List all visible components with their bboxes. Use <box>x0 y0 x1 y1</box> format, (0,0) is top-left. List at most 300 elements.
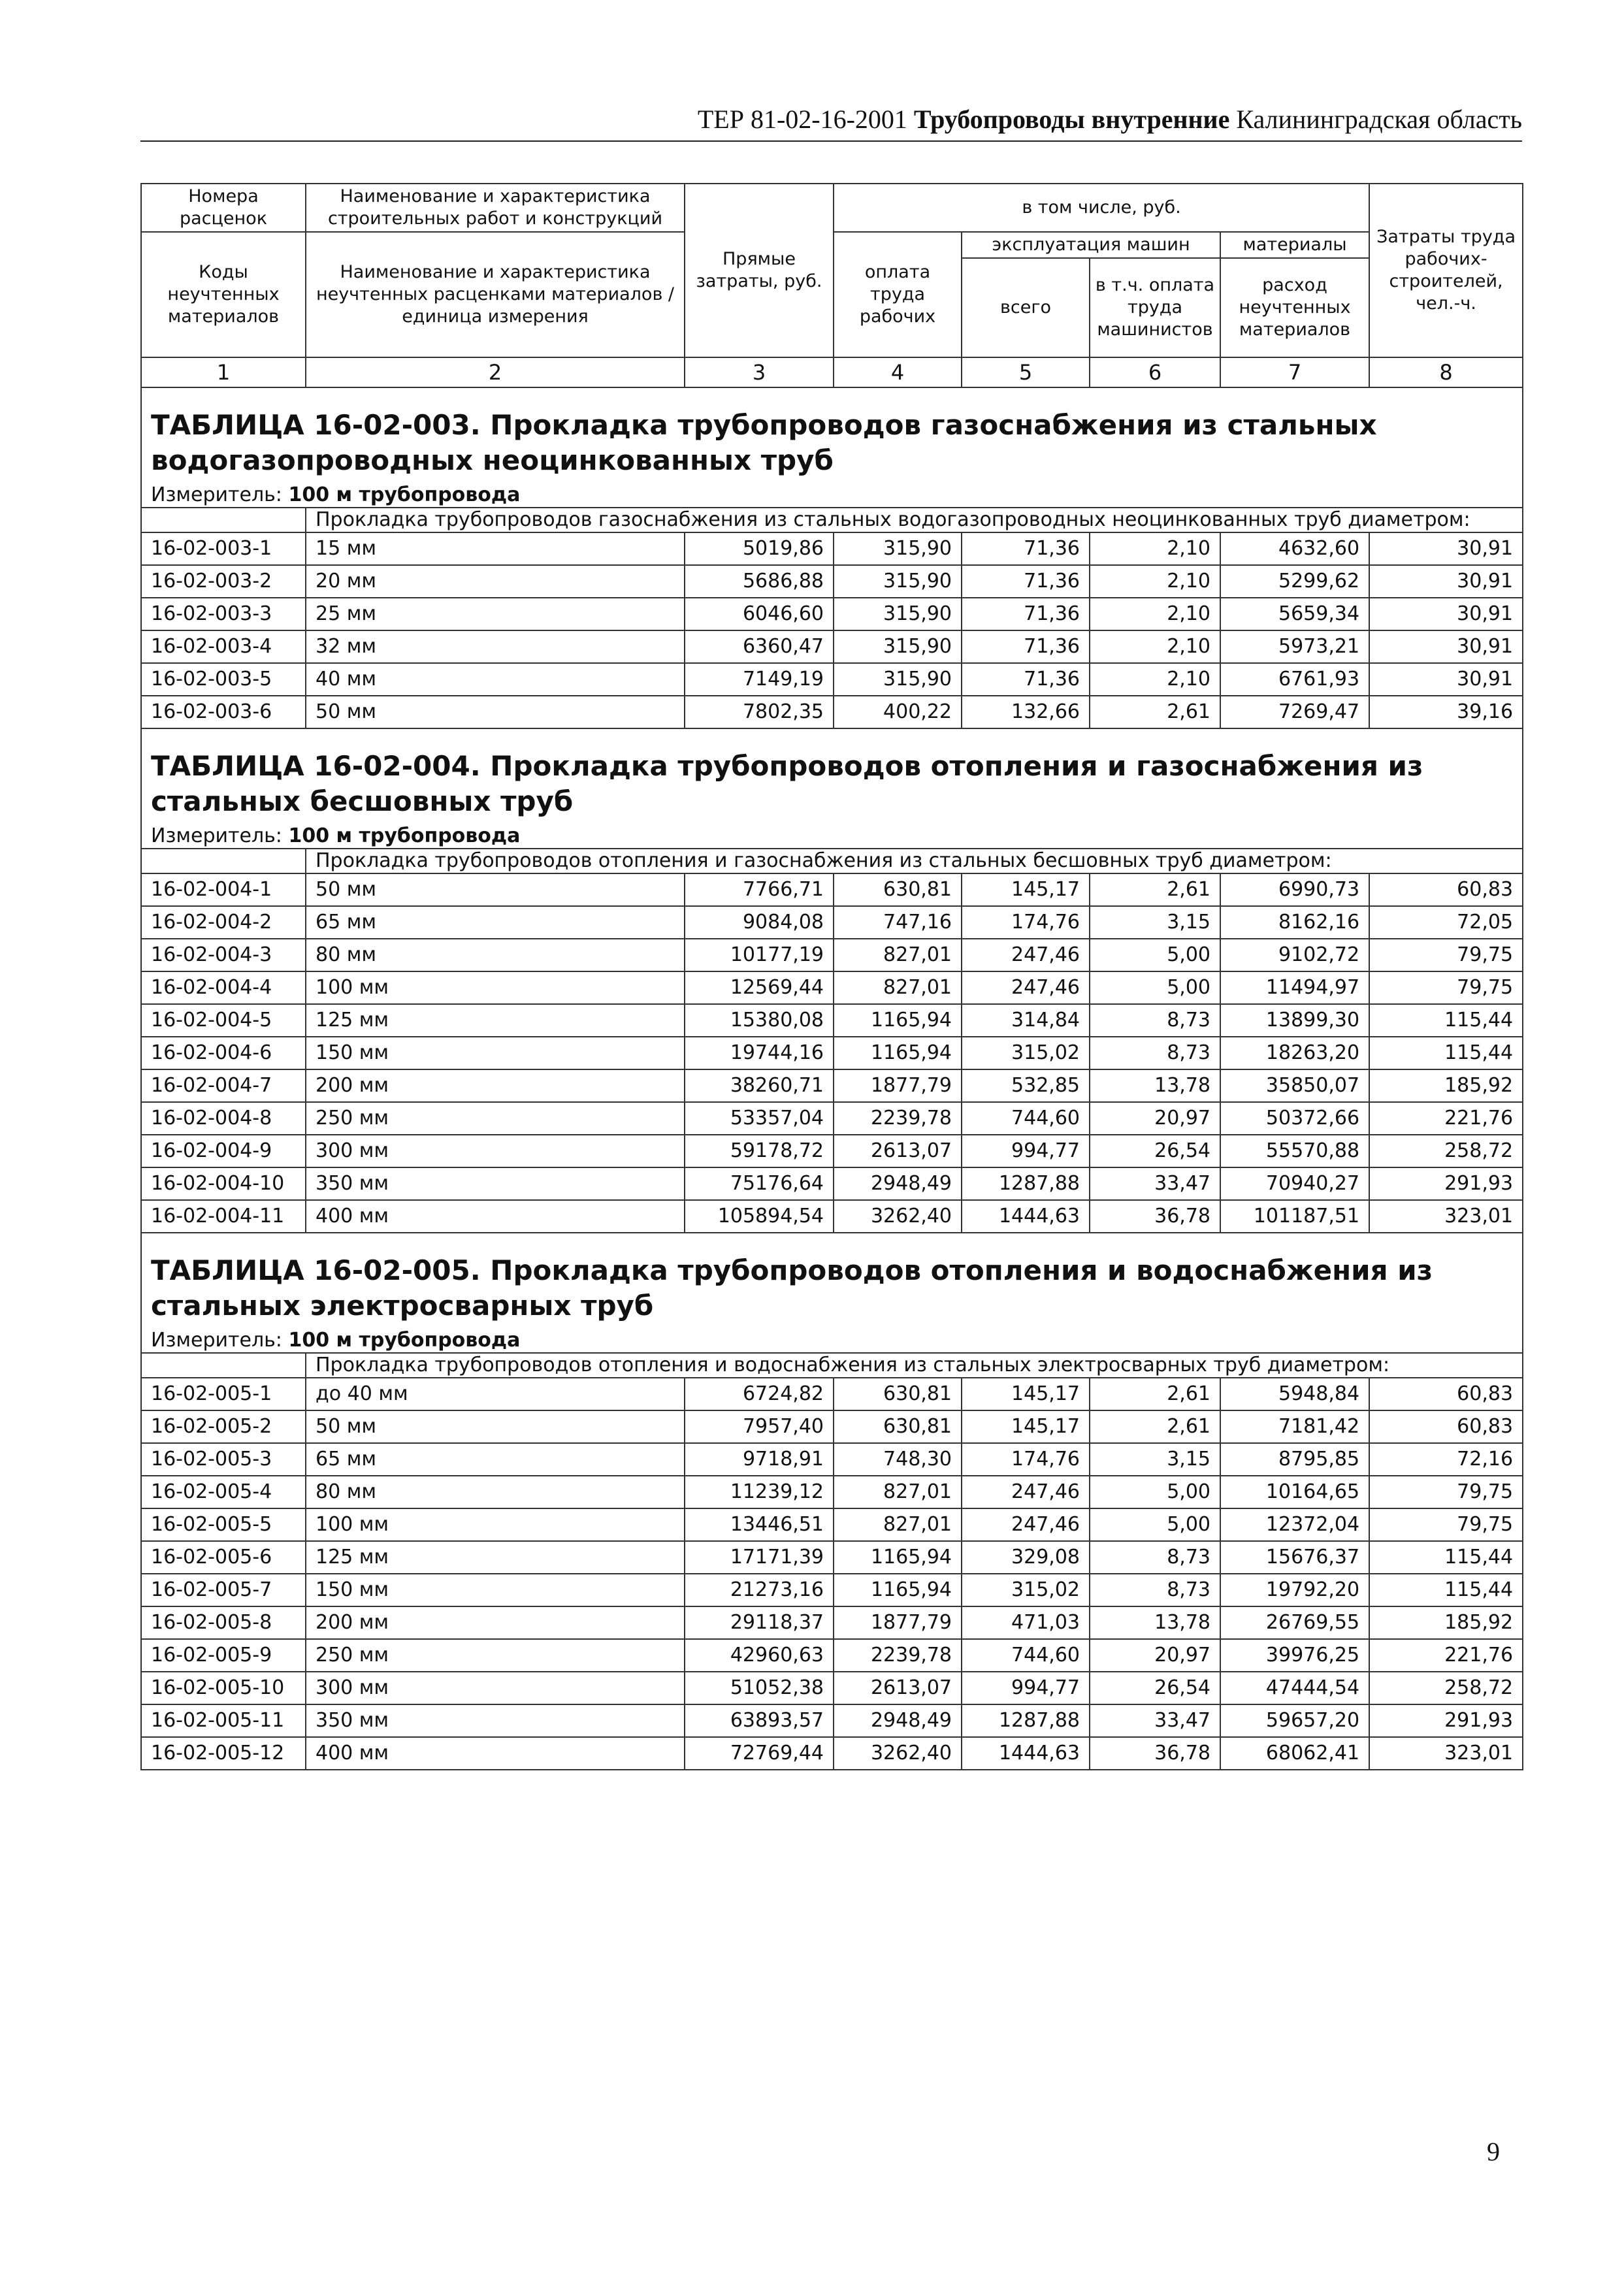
worker-pay: 3262,40 <box>834 1200 962 1233</box>
worker-pay: 2948,49 <box>834 1167 962 1200</box>
machines-total: 315,02 <box>962 1574 1090 1606</box>
pipe-diameter: 25 мм <box>306 598 685 630</box>
labor-costs: 185,92 <box>1369 1606 1523 1639</box>
section-title-row <box>141 387 1523 483</box>
operator-pay: 5,00 <box>1090 971 1220 1004</box>
direct-costs: 5019,86 <box>685 532 834 565</box>
labor-costs: 185,92 <box>1369 1069 1523 1102</box>
col-operator-pay: в т.ч. оплата труда машинистов <box>1090 258 1220 357</box>
description-row <box>141 849 1523 873</box>
table-row <box>141 1541 1523 1574</box>
header-code: ТЕР 81-02-16-2001 <box>697 105 907 134</box>
operator-pay: 5,00 <box>1090 1476 1220 1508</box>
rate-code: 16-02-004-3 <box>141 939 306 971</box>
col-number: 5 <box>962 357 1090 387</box>
pipe-diameter: 80 мм <box>306 939 685 971</box>
worker-pay: 630,81 <box>834 1378 962 1410</box>
page-number: 9 <box>1487 2137 1500 2166</box>
labor-costs: 79,75 <box>1369 1508 1523 1541</box>
operator-pay: 3,15 <box>1090 1443 1220 1476</box>
rate-code: 16-02-004-2 <box>141 906 306 939</box>
description-row <box>141 1353 1523 1378</box>
machines-total: 71,36 <box>962 663 1090 696</box>
material-consumption: 13899,30 <box>1220 1004 1369 1037</box>
worker-pay: 1165,94 <box>834 1004 962 1037</box>
price-table <box>140 183 1523 1770</box>
direct-costs: 7802,35 <box>685 696 834 728</box>
material-consumption: 68062,41 <box>1220 1737 1369 1770</box>
worker-pay: 2948,49 <box>834 1704 962 1737</box>
worker-pay: 748,30 <box>834 1443 962 1476</box>
operator-pay: 2,10 <box>1090 630 1220 663</box>
rate-code: 16-02-003-5 <box>141 663 306 696</box>
rate-code: 16-02-005-3 <box>141 1443 306 1476</box>
worker-pay: 1877,79 <box>834 1606 962 1639</box>
rate-code: 16-02-004-11 <box>141 1200 306 1233</box>
pipe-diameter: 400 мм <box>306 1200 685 1233</box>
direct-costs: 17171,39 <box>685 1541 834 1574</box>
material-consumption: 5299,62 <box>1220 565 1369 598</box>
operator-pay: 2,61 <box>1090 1378 1220 1410</box>
col-machines-total: всего <box>962 258 1090 357</box>
section-title: ТАБЛИЦА 16-02-003. Прокладка трубопроводов газоснабжения из стальных водогазопроводных неоцинкованных труб <box>151 409 1377 476</box>
worker-pay: 315,90 <box>834 565 962 598</box>
measure-row <box>141 824 1523 849</box>
worker-pay: 1877,79 <box>834 1069 962 1102</box>
machines-total: 329,08 <box>962 1541 1090 1574</box>
rate-code: 16-02-004-7 <box>141 1069 306 1102</box>
table-row <box>141 1443 1523 1476</box>
rate-code: 16-02-005-12 <box>141 1737 306 1770</box>
measure-value: 100 м трубопровода <box>288 1329 521 1352</box>
rate-code: 16-02-003-4 <box>141 630 306 663</box>
table-row <box>141 1574 1523 1606</box>
worker-pay: 3262,40 <box>834 1737 962 1770</box>
section-description: Прокладка трубопроводов отопления и водоснабжения из стальных электросварных труб диаметром: <box>306 1353 1523 1378</box>
worker-pay: 630,81 <box>834 1410 962 1443</box>
rate-code: 16-02-005-10 <box>141 1672 306 1704</box>
table-row <box>141 1004 1523 1037</box>
machines-total: 71,36 <box>962 630 1090 663</box>
col-materials: материалы <box>1220 232 1369 258</box>
measure-cell <box>141 1329 1523 1353</box>
machines-total: 71,36 <box>962 532 1090 565</box>
direct-costs: 11239,12 <box>685 1476 834 1508</box>
table-row <box>141 971 1523 1004</box>
operator-pay: 2,10 <box>1090 663 1220 696</box>
pipe-diameter: до 40 мм <box>306 1378 685 1410</box>
material-consumption: 70940,27 <box>1220 1167 1369 1200</box>
operator-pay: 36,78 <box>1090 1737 1220 1770</box>
measure-value: 100 м трубопровода <box>288 824 521 847</box>
labor-costs: 258,72 <box>1369 1672 1523 1704</box>
rate-code: 16-02-004-10 <box>141 1167 306 1200</box>
machines-total: 174,76 <box>962 1443 1090 1476</box>
table-row <box>141 1606 1523 1639</box>
direct-costs: 21273,16 <box>685 1574 834 1606</box>
col-including: в том числе, руб. <box>834 184 1369 232</box>
material-consumption: 12372,04 <box>1220 1508 1369 1541</box>
table-row <box>141 1135 1523 1167</box>
rate-code: 16-02-003-3 <box>141 598 306 630</box>
pipe-diameter: 300 мм <box>306 1672 685 1704</box>
worker-pay: 315,90 <box>834 663 962 696</box>
direct-costs: 19744,16 <box>685 1037 834 1069</box>
machines-total: 315,02 <box>962 1037 1090 1069</box>
col-number: 6 <box>1090 357 1220 387</box>
operator-pay: 26,54 <box>1090 1135 1220 1167</box>
machines-total: 994,77 <box>962 1135 1090 1167</box>
pipe-diameter: 50 мм <box>306 696 685 728</box>
direct-costs: 59178,72 <box>685 1135 834 1167</box>
material-consumption: 8162,16 <box>1220 906 1369 939</box>
labor-costs: 30,91 <box>1369 663 1523 696</box>
machines-total: 532,85 <box>962 1069 1090 1102</box>
direct-costs: 7957,40 <box>685 1410 834 1443</box>
operator-pay: 2,10 <box>1090 598 1220 630</box>
worker-pay: 1165,94 <box>834 1037 962 1069</box>
operator-pay: 2,61 <box>1090 696 1220 728</box>
rate-code: 16-02-005-11 <box>141 1704 306 1737</box>
table-row <box>141 906 1523 939</box>
material-consumption: 5659,34 <box>1220 598 1369 630</box>
labor-costs: 30,91 <box>1369 565 1523 598</box>
pipe-diameter: 20 мм <box>306 565 685 598</box>
direct-costs: 6046,60 <box>685 598 834 630</box>
rate-code: 16-02-005-6 <box>141 1541 306 1574</box>
rate-code: 16-02-003-6 <box>141 696 306 728</box>
header-region: Калининградская область <box>1236 105 1522 134</box>
machines-total: 71,36 <box>962 598 1090 630</box>
pipe-diameter: 50 мм <box>306 1410 685 1443</box>
material-consumption: 10164,65 <box>1220 1476 1369 1508</box>
direct-costs: 63893,57 <box>685 1704 834 1737</box>
labor-costs: 115,44 <box>1369 1037 1523 1069</box>
rate-code: 16-02-004-4 <box>141 971 306 1004</box>
direct-costs: 105894,54 <box>685 1200 834 1233</box>
col-labor-costs: Затраты труда рабочих-строителей, чел.-ч. <box>1369 184 1523 357</box>
worker-pay: 1165,94 <box>834 1574 962 1606</box>
rate-code: 16-02-004-5 <box>141 1004 306 1037</box>
machines-total: 471,03 <box>962 1606 1090 1639</box>
col-machines: эксплуатация машин <box>962 232 1220 258</box>
material-consumption: 26769,55 <box>1220 1606 1369 1639</box>
description-code-cell <box>141 508 306 532</box>
table-row <box>141 939 1523 971</box>
machines-total: 71,36 <box>962 565 1090 598</box>
direct-costs: 15380,08 <box>685 1004 834 1037</box>
direct-costs: 7766,71 <box>685 873 834 906</box>
direct-costs: 51052,38 <box>685 1672 834 1704</box>
rate-code: 16-02-004-8 <box>141 1102 306 1135</box>
pipe-diameter: 32 мм <box>306 630 685 663</box>
material-consumption: 11494,97 <box>1220 971 1369 1004</box>
table-row <box>141 1200 1523 1233</box>
material-consumption: 35850,07 <box>1220 1069 1369 1102</box>
labor-costs: 30,91 <box>1369 598 1523 630</box>
labor-costs: 72,05 <box>1369 906 1523 939</box>
operator-pay: 2,10 <box>1090 565 1220 598</box>
material-consumption: 9102,72 <box>1220 939 1369 971</box>
worker-pay: 827,01 <box>834 1508 962 1541</box>
measure-label: Измеритель: <box>151 824 282 847</box>
material-consumption: 6761,93 <box>1220 663 1369 696</box>
rate-code: 16-02-005-5 <box>141 1508 306 1541</box>
section-title: ТАБЛИЦА 16-02-005. Прокладка трубопроводов отопления и водоснабжения из стальных электросварных труб <box>151 1254 1433 1322</box>
material-consumption: 47444,54 <box>1220 1672 1369 1704</box>
material-consumption: 5948,84 <box>1220 1378 1369 1410</box>
col-rate-number: Номера расценок <box>141 184 306 232</box>
operator-pay: 20,97 <box>1090 1102 1220 1135</box>
machines-total: 314,84 <box>962 1004 1090 1037</box>
header-title: Трубопроводы внутренние <box>913 105 1230 134</box>
machines-total: 1287,88 <box>962 1167 1090 1200</box>
labor-costs: 323,01 <box>1369 1200 1523 1233</box>
pipe-diameter: 350 мм <box>306 1704 685 1737</box>
measure-label: Измеритель: <box>151 1329 282 1352</box>
operator-pay: 33,47 <box>1090 1167 1220 1200</box>
col-worker-pay: оплата труда рабочих <box>834 232 962 357</box>
measure-value: 100 м трубопровода <box>288 483 521 506</box>
section-title-row <box>141 728 1523 824</box>
direct-costs: 5686,88 <box>685 565 834 598</box>
machines-total: 247,46 <box>962 939 1090 971</box>
labor-costs: 291,93 <box>1369 1704 1523 1737</box>
direct-costs: 72769,44 <box>685 1737 834 1770</box>
rate-code: 16-02-005-7 <box>141 1574 306 1606</box>
worker-pay: 400,22 <box>834 696 962 728</box>
machines-total: 145,17 <box>962 873 1090 906</box>
direct-costs: 42960,63 <box>685 1639 834 1672</box>
measure-cell <box>141 824 1523 849</box>
machines-total: 132,66 <box>962 696 1090 728</box>
worker-pay: 315,90 <box>834 598 962 630</box>
pipe-diameter: 350 мм <box>306 1167 685 1200</box>
labor-costs: 79,75 <box>1369 939 1523 971</box>
measure-row <box>141 1329 1523 1353</box>
col-material-codes: Коды неучтенных материалов <box>141 232 306 357</box>
col-number: 1 <box>141 357 306 387</box>
table-row <box>141 1672 1523 1704</box>
material-consumption: 4632,60 <box>1220 532 1369 565</box>
worker-pay: 630,81 <box>834 873 962 906</box>
pipe-diameter: 200 мм <box>306 1069 685 1102</box>
machines-total: 1287,88 <box>962 1704 1090 1737</box>
labor-costs: 39,16 <box>1369 696 1523 728</box>
pipe-diameter: 100 мм <box>306 1508 685 1541</box>
table-row <box>141 1704 1523 1737</box>
material-consumption: 15676,37 <box>1220 1541 1369 1574</box>
column-header <box>141 184 1523 387</box>
operator-pay: 5,00 <box>1090 939 1220 971</box>
pipe-diameter: 125 мм <box>306 1004 685 1037</box>
operator-pay: 33,47 <box>1090 1704 1220 1737</box>
table-row <box>141 1508 1523 1541</box>
table-row <box>141 565 1523 598</box>
col-number: 7 <box>1220 357 1369 387</box>
material-consumption: 18263,20 <box>1220 1037 1369 1069</box>
worker-pay: 2613,07 <box>834 1135 962 1167</box>
operator-pay: 3,15 <box>1090 906 1220 939</box>
col-number: 8 <box>1369 357 1523 387</box>
rate-code: 16-02-003-2 <box>141 565 306 598</box>
table-row <box>141 1037 1523 1069</box>
operator-pay: 20,97 <box>1090 1639 1220 1672</box>
direct-costs: 38260,71 <box>685 1069 834 1102</box>
rate-code: 16-02-005-1 <box>141 1378 306 1410</box>
rate-code: 16-02-005-8 <box>141 1606 306 1639</box>
pipe-diameter: 150 мм <box>306 1574 685 1606</box>
table-row <box>141 1378 1523 1410</box>
labor-costs: 60,83 <box>1369 873 1523 906</box>
pipe-diameter: 250 мм <box>306 1639 685 1672</box>
worker-pay: 315,90 <box>834 630 962 663</box>
rate-code: 16-02-005-9 <box>141 1639 306 1672</box>
table-row <box>141 598 1523 630</box>
operator-pay: 8,73 <box>1090 1541 1220 1574</box>
col-number: 4 <box>834 357 962 387</box>
table-row <box>141 696 1523 728</box>
direct-costs: 6724,82 <box>685 1378 834 1410</box>
operator-pay: 26,54 <box>1090 1672 1220 1704</box>
col-material-consumption: расход неучтенных материалов <box>1220 258 1369 357</box>
pipe-diameter: 200 мм <box>306 1606 685 1639</box>
machines-total: 1444,63 <box>962 1200 1090 1233</box>
labor-costs: 60,83 <box>1369 1378 1523 1410</box>
rate-code: 16-02-005-4 <box>141 1476 306 1508</box>
section-description: Прокладка трубопроводов газоснабжения из стальных водогазопроводных неоцинкованных труб диаметром: <box>306 508 1523 532</box>
table-row <box>141 1410 1523 1443</box>
worker-pay: 2239,78 <box>834 1639 962 1672</box>
material-consumption: 7269,47 <box>1220 696 1369 728</box>
labor-costs: 30,91 <box>1369 532 1523 565</box>
operator-pay: 2,10 <box>1090 532 1220 565</box>
worker-pay: 2239,78 <box>834 1102 962 1135</box>
pipe-diameter: 100 мм <box>306 971 685 1004</box>
pipe-diameter: 250 мм <box>306 1102 685 1135</box>
material-consumption: 59657,20 <box>1220 1704 1369 1737</box>
labor-costs: 79,75 <box>1369 1476 1523 1508</box>
table-row <box>141 532 1523 565</box>
col-number: 2 <box>306 357 685 387</box>
table-row <box>141 873 1523 906</box>
rate-code: 16-02-003-1 <box>141 532 306 565</box>
pipe-diameter: 65 мм <box>306 906 685 939</box>
running-header <box>140 101 1522 142</box>
material-consumption: 5973,21 <box>1220 630 1369 663</box>
direct-costs: 53357,04 <box>685 1102 834 1135</box>
operator-pay: 13,78 <box>1090 1069 1220 1102</box>
direct-costs: 29118,37 <box>685 1606 834 1639</box>
machines-total: 247,46 <box>962 1508 1090 1541</box>
section-title-row <box>141 1233 1523 1329</box>
table-row <box>141 1167 1523 1200</box>
header-text <box>698 104 1522 135</box>
labor-costs: 60,83 <box>1369 1410 1523 1443</box>
labor-costs: 221,76 <box>1369 1102 1523 1135</box>
section-title-cell <box>141 1233 1523 1329</box>
table-row <box>141 1476 1523 1508</box>
pipe-diameter: 150 мм <box>306 1037 685 1069</box>
section-description: Прокладка трубопроводов отопления и газоснабжения из стальных бесшовных труб диаметром: <box>306 849 1523 873</box>
machines-total: 174,76 <box>962 906 1090 939</box>
pipe-diameter: 300 мм <box>306 1135 685 1167</box>
operator-pay: 2,61 <box>1090 1410 1220 1443</box>
section-title-cell <box>141 728 1523 824</box>
description-code-cell <box>141 1353 306 1378</box>
pipe-diameter: 40 мм <box>306 663 685 696</box>
worker-pay: 2613,07 <box>834 1672 962 1704</box>
worker-pay: 315,90 <box>834 532 962 565</box>
col-direct-costs: Прямые затраты, руб. <box>685 184 834 357</box>
measure-label: Измеритель: <box>151 483 282 506</box>
col-material-names: Наименование и характеристика неучтенных расценками материалов / единица измерения <box>306 232 685 357</box>
operator-pay: 5,00 <box>1090 1508 1220 1541</box>
measure-cell <box>141 483 1523 508</box>
operator-pay: 13,78 <box>1090 1606 1220 1639</box>
col-work-name: Наименование и характеристика строительных работ и конструкций <box>306 184 685 232</box>
table-row <box>141 1069 1523 1102</box>
labor-costs: 30,91 <box>1369 630 1523 663</box>
direct-costs: 9084,08 <box>685 906 834 939</box>
labor-costs: 115,44 <box>1369 1541 1523 1574</box>
machines-total: 145,17 <box>962 1410 1090 1443</box>
worker-pay: 827,01 <box>834 1476 962 1508</box>
worker-pay: 827,01 <box>834 939 962 971</box>
material-consumption: 6990,73 <box>1220 873 1369 906</box>
material-consumption: 19792,20 <box>1220 1574 1369 1606</box>
labor-costs: 72,16 <box>1369 1443 1523 1476</box>
labor-costs: 291,93 <box>1369 1167 1523 1200</box>
labor-costs: 115,44 <box>1369 1004 1523 1037</box>
worker-pay: 747,16 <box>834 906 962 939</box>
material-consumption: 50372,66 <box>1220 1102 1369 1135</box>
direct-costs: 13446,51 <box>685 1508 834 1541</box>
labor-costs: 79,75 <box>1369 971 1523 1004</box>
table-row <box>141 630 1523 663</box>
pipe-diameter: 65 мм <box>306 1443 685 1476</box>
description-row <box>141 508 1523 532</box>
description-code-cell <box>141 849 306 873</box>
rate-code: 16-02-004-1 <box>141 873 306 906</box>
pipe-diameter: 50 мм <box>306 873 685 906</box>
direct-costs: 9718,91 <box>685 1443 834 1476</box>
table-body <box>141 387 1523 1770</box>
operator-pay: 36,78 <box>1090 1200 1220 1233</box>
material-consumption: 7181,42 <box>1220 1410 1369 1443</box>
direct-costs: 6360,47 <box>685 630 834 663</box>
rate-code: 16-02-004-9 <box>141 1135 306 1167</box>
machines-total: 247,46 <box>962 971 1090 1004</box>
machines-total: 247,46 <box>962 1476 1090 1508</box>
labor-costs: 221,76 <box>1369 1639 1523 1672</box>
material-consumption: 101187,51 <box>1220 1200 1369 1233</box>
machines-total: 1444,63 <box>962 1737 1090 1770</box>
worker-pay: 1165,94 <box>834 1541 962 1574</box>
measure-row <box>141 483 1523 508</box>
operator-pay: 2,61 <box>1090 873 1220 906</box>
table-row <box>141 663 1523 696</box>
section-title: ТАБЛИЦА 16-02-004. Прокладка трубопроводов отопления и газоснабжения из стальных бесшовных труб <box>151 750 1423 817</box>
direct-costs: 12569,44 <box>685 971 834 1004</box>
direct-costs: 7149,19 <box>685 663 834 696</box>
rate-code: 16-02-005-2 <box>141 1410 306 1443</box>
rate-code: 16-02-004-6 <box>141 1037 306 1069</box>
operator-pay: 8,73 <box>1090 1004 1220 1037</box>
col-number: 3 <box>685 357 834 387</box>
table-row <box>141 1639 1523 1672</box>
operator-pay: 8,73 <box>1090 1574 1220 1606</box>
